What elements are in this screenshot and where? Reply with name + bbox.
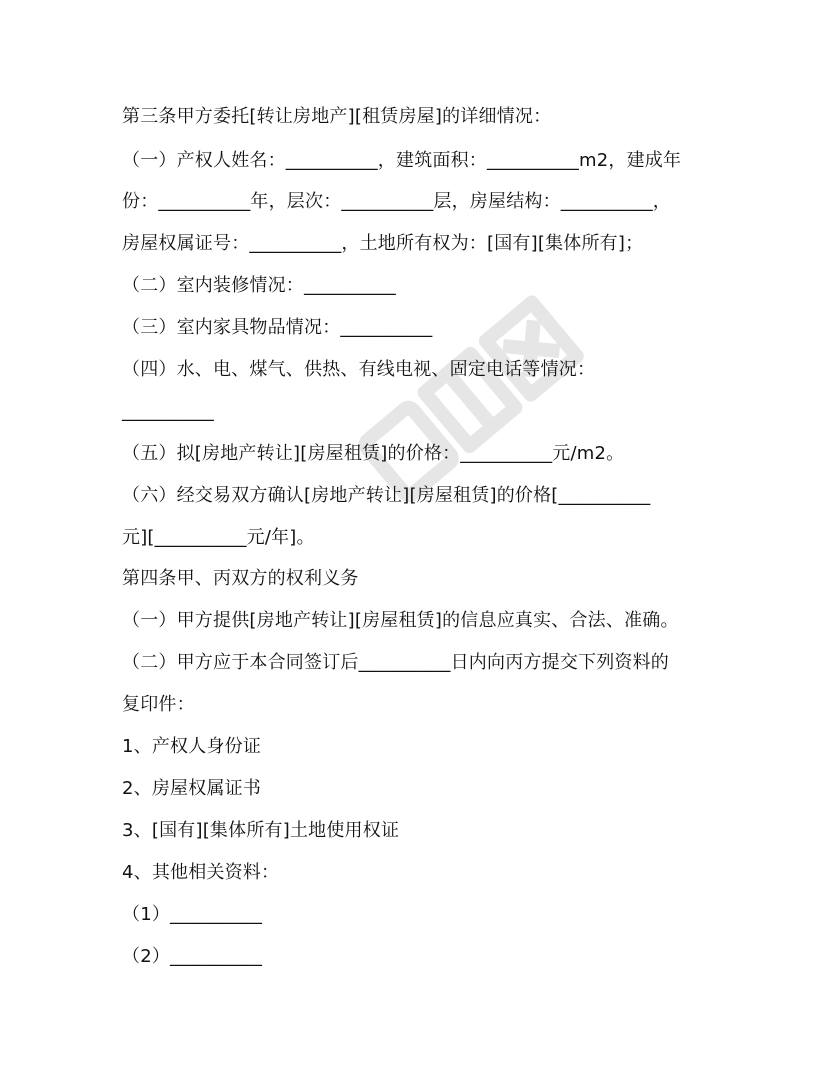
clause-3-1-line-2: 份：__________年，层次：__________层，房屋结构：__________， [122,191,671,212]
clause-3-5: （五）拟[房地产转让][房屋租赁]的价格：__________元/m2。 [122,443,625,464]
article-4-heading: 第四条甲、丙双方的权利义务 [122,568,359,589]
sub-item-2: （2）__________ [122,946,263,967]
clause-4-1: （一）甲方提供[房地产转让][房屋租赁]的信息应真实、合法、准确。 [122,610,679,631]
clause-3-6-line-2: 元][__________元/年]。 [122,527,315,548]
clause-4-2-line-2: 复印件： [122,694,195,715]
list-item-1: 1、产权人身份证 [122,736,262,757]
clause-3-3: （三）室内家具物品情况：__________ [122,317,433,338]
list-item-3: 3、[国有][集体所有]土地使用权证 [122,820,400,841]
article-3-heading: 第三条甲方委托[转让房地产][租赁房屋]的详细情况： [122,106,552,127]
clause-3-1-line-3: 房屋权属证号：__________，土地所有权为：[国有][集体所有]； [122,233,644,254]
clause-3-4-line-2: __________ [122,401,214,422]
clause-3-6-line-1: （六）经交易双方确认[房地产转让][房屋租赁]的价格[__________ [122,485,651,506]
clause-3-1-line-1: （一）产权人姓名：__________，建筑面积：__________m2，建成年 [122,150,682,171]
clause-3-4-line-1: （四）水、电、煤气、供热、有线电视、固定电话等情况： [122,359,596,380]
clause-3-2: （二）室内装修情况：__________ [122,275,396,296]
list-item-4: 4、其他相关资料： [122,862,280,883]
list-item-2: 2、房屋权属证书 [122,778,262,799]
clause-4-2-line-1: （二）甲方应于本合同签订后__________日内向丙方提交下列资料的 [122,652,669,673]
sub-item-1: （1）__________ [122,904,263,925]
